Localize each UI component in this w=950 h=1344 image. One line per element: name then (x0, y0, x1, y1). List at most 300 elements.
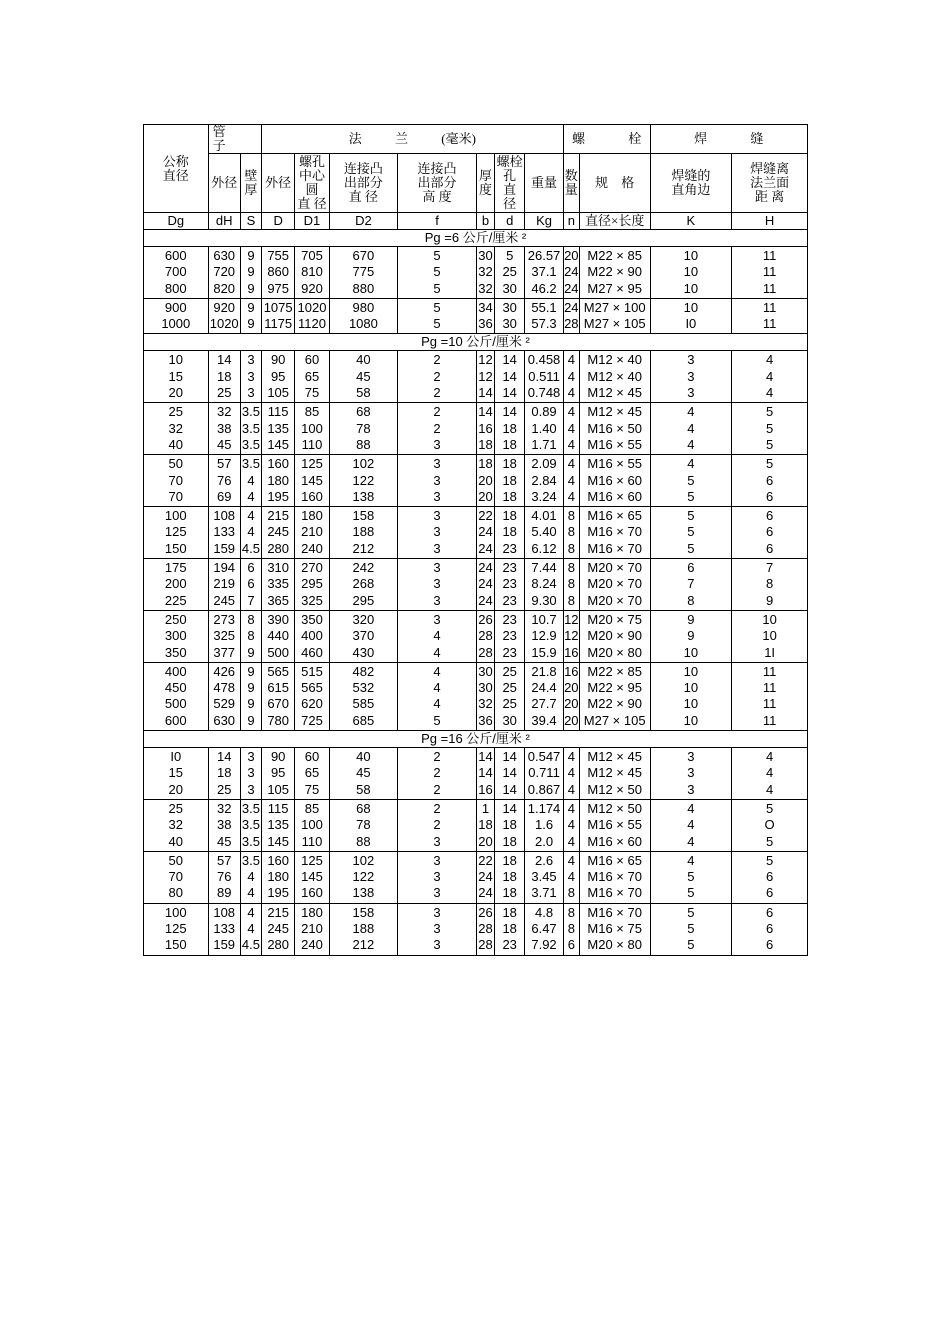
data-cell (329, 662, 398, 730)
symbol-cell: d (495, 213, 525, 230)
cell-value: 4 (765, 385, 774, 401)
cell-value: 78 (356, 817, 371, 833)
cell-value: 5 (506, 248, 514, 263)
data-cell (495, 662, 525, 730)
data-cell (295, 403, 329, 455)
cell-value: 532 (352, 680, 375, 696)
cell-value: 23 (502, 937, 517, 953)
cell-value: 14 (216, 749, 232, 765)
cell-value: 9.30 (531, 592, 557, 608)
cell-value: 4 (687, 436, 695, 452)
cell-value: 14 (478, 765, 493, 781)
cell-value: 8.24 (531, 576, 557, 592)
data-cell (208, 851, 240, 903)
data-cell (262, 559, 295, 611)
data-cell (295, 507, 329, 559)
data-cell (579, 403, 650, 455)
table-row-group (144, 799, 808, 851)
cell-value: 4 (687, 420, 695, 436)
cell-value: 0.511 (528, 368, 560, 384)
cell-value: 30 (478, 663, 493, 679)
raised-face-dia-label: 连接凸 出部分 直 径 (343, 161, 383, 204)
data-cell (476, 351, 494, 403)
cell-value: M27 × 105 (583, 316, 646, 332)
data-cell (262, 403, 295, 455)
cell-value: 1020 (297, 299, 327, 315)
cell-value: 3 (433, 560, 441, 576)
cell-value: 14 (502, 800, 517, 816)
data-cell (240, 799, 261, 851)
data-cell (495, 455, 525, 507)
cell-value: 14 (478, 404, 493, 420)
cell-value: 270 (301, 560, 323, 576)
data-cell (329, 748, 398, 800)
data-cell (262, 851, 295, 903)
data-cell (144, 903, 209, 955)
data-cell (732, 247, 808, 299)
data-cell (732, 662, 808, 730)
cell-value: 3 (433, 869, 441, 885)
cell-value: 14 (502, 404, 517, 420)
cell-value: 370 (352, 628, 375, 644)
data-cell (476, 662, 494, 730)
cell-value: 135 (267, 817, 290, 833)
cell-value: 5 (433, 316, 441, 332)
cell-value: 2 (433, 385, 441, 401)
cell-value: 5 (765, 833, 774, 849)
cell-value: 9 (247, 712, 255, 728)
cell-value: 24 (478, 524, 493, 540)
cell-value: 3 (433, 611, 441, 627)
cell-value: 6 (765, 472, 774, 488)
cell-value: 350 (301, 611, 323, 627)
cell-value: 138 (352, 488, 375, 504)
cell-value: 95 (270, 765, 286, 781)
cell-value: 4.8 (534, 904, 554, 920)
cell-value: 18 (502, 472, 517, 488)
data-cell (240, 247, 261, 299)
cell-value: 110 (301, 833, 323, 849)
cell-value: 0.748 (527, 385, 561, 401)
data-cell (525, 403, 563, 455)
cell-value: M16 × 70 (587, 524, 642, 540)
cell-value: 16 (564, 663, 579, 679)
cell-value: 7.44 (531, 560, 557, 576)
data-cell (476, 559, 494, 611)
cell-value: 8 (567, 540, 575, 556)
cell-value: 3.5 (241, 800, 260, 816)
cell-value: 70 (168, 472, 184, 488)
cell-value: 426 (213, 663, 236, 679)
cell-value: 180 (301, 508, 323, 524)
cell-value: 102 (352, 456, 375, 472)
data-cell (144, 403, 209, 455)
cell-value: 630 (213, 248, 236, 263)
cell-value: 25 (502, 680, 517, 696)
cell-value: 4 (765, 368, 774, 384)
cell-value: 20 (564, 696, 579, 712)
cell-value: 76 (216, 472, 232, 488)
cell-value: 7 (247, 592, 255, 608)
cell-value: 122 (352, 472, 375, 488)
weld-distance-header (732, 154, 808, 213)
cell-value: 10 (683, 696, 699, 712)
data-cell (398, 247, 477, 299)
cell-value: 8 (567, 524, 575, 540)
cell-value: 920 (301, 280, 323, 296)
table-row-group (144, 298, 808, 334)
cell-value: 5 (433, 264, 441, 280)
cell-value: 24.4 (531, 680, 557, 696)
cell-value: 23 (502, 628, 517, 644)
cell-value: 3 (433, 540, 441, 556)
cell-value: 45 (356, 765, 371, 781)
data-cell (295, 455, 329, 507)
cell-value: 18 (502, 436, 517, 452)
cell-value: 4 (433, 628, 441, 644)
cell-value: 40 (356, 352, 371, 368)
data-cell (650, 851, 732, 903)
cell-value: 180 (267, 869, 290, 885)
cell-value: M12 × 45 (587, 404, 642, 420)
cell-value: 27.7 (531, 696, 557, 712)
cell-value: 85 (304, 404, 320, 420)
cell-value: 4 (567, 472, 575, 488)
data-cell (495, 610, 525, 662)
cell-value: 38 (216, 420, 232, 436)
cell-value: 122 (352, 869, 375, 885)
cell-value: 565 (301, 680, 323, 696)
data-cell (579, 851, 650, 903)
data-cell (495, 903, 525, 955)
cell-value: 8 (567, 904, 575, 920)
cell-value: 10 (683, 680, 699, 696)
cell-value: 25 (216, 385, 232, 401)
cell-value: 32 (478, 264, 493, 280)
cell-value: 1075 (263, 299, 293, 315)
cell-value: 10 (683, 712, 699, 728)
data-cell (495, 507, 525, 559)
cell-value: 194 (213, 560, 236, 576)
cell-value: 4 (765, 352, 774, 368)
cell-value: M16 × 70 (587, 904, 642, 920)
cell-value: 350 (164, 644, 187, 660)
cell-value: 24 (478, 885, 493, 901)
cell-value: 615 (267, 680, 290, 696)
cell-value: 195 (267, 488, 290, 504)
data-cell (650, 559, 732, 611)
cell-value: 3 (687, 368, 695, 384)
data-cell (563, 455, 579, 507)
cell-value: 9 (247, 663, 255, 679)
cell-value: 5 (433, 712, 441, 728)
cell-value: 482 (352, 663, 375, 679)
cell-value: 23 (502, 611, 517, 627)
data-cell (240, 851, 261, 903)
cell-value: 273 (213, 611, 236, 627)
cell-value: 23 (502, 644, 517, 660)
cell-value: 45 (216, 833, 232, 849)
data-cell (240, 903, 261, 955)
data-cell (732, 507, 808, 559)
data-cell (329, 610, 398, 662)
cell-value: 12.9 (531, 628, 557, 644)
cell-value: 85 (304, 800, 320, 816)
data-cell (295, 748, 329, 800)
cell-value: 4 (687, 817, 695, 833)
data-cell (240, 403, 261, 455)
cell-value: 1175 (264, 316, 293, 332)
cell-value: 160 (267, 852, 290, 868)
data-cell (144, 507, 209, 559)
cell-value: 295 (352, 592, 375, 608)
cell-value: 0.458 (527, 352, 561, 368)
cell-value: 6 (765, 524, 774, 540)
cell-value: 78 (356, 420, 371, 436)
cell-value: 115 (267, 800, 289, 816)
cell-value: M20 × 80 (587, 644, 642, 660)
cell-value: 1.40 (531, 420, 557, 436)
data-cell (144, 748, 209, 800)
cell-value: 300 (164, 628, 187, 644)
cell-value: 28 (478, 628, 493, 644)
cell-value: 3 (433, 488, 441, 504)
cell-value: 15.9 (531, 644, 557, 660)
bolt-circle-header (295, 154, 329, 213)
cell-value: 8 (567, 885, 575, 901)
cell-value: 24 (564, 280, 579, 296)
cell-value: 90 (270, 352, 286, 368)
data-cell (579, 903, 650, 955)
cell-value: 705 (301, 248, 323, 263)
cell-value: 3.5 (241, 420, 260, 436)
cell-value: 4 (247, 920, 255, 936)
cell-value: M16 × 60 (587, 488, 642, 504)
cell-value: 30 (502, 712, 517, 728)
data-cell (295, 662, 329, 730)
data-cell (208, 559, 240, 611)
cell-value: 10 (683, 280, 699, 296)
cell-value: 20 (168, 781, 184, 797)
cell-value: 980 (352, 299, 375, 315)
data-cell (398, 507, 477, 559)
cell-value: 14 (502, 368, 517, 384)
cell-value: 3 (433, 576, 441, 592)
cell-value: 23 (502, 592, 517, 608)
cell-value: M16 × 60 (587, 472, 642, 488)
cell-value: 1.71 (531, 436, 557, 452)
cell-value: 23 (502, 560, 517, 576)
cell-value: 780 (267, 712, 290, 728)
data-cell (262, 298, 295, 334)
data-cell (525, 559, 563, 611)
cell-value: 16 (478, 781, 493, 797)
pipe-od-header (208, 154, 240, 213)
cell-value: 18 (502, 488, 517, 504)
data-cell (563, 298, 579, 334)
data-cell (144, 662, 209, 730)
bolt-hole-header (495, 154, 525, 213)
data-cell (476, 851, 494, 903)
data-cell (329, 403, 398, 455)
cell-value: 102 (352, 852, 375, 868)
cell-value: 6 (567, 937, 575, 953)
data-cell (398, 662, 477, 730)
cell-value: 212 (352, 540, 375, 556)
data-cell (240, 455, 261, 507)
data-cell (476, 507, 494, 559)
data-cell (240, 298, 261, 334)
data-cell (295, 610, 329, 662)
thickness-label: 厚 度 (478, 168, 492, 197)
cell-value: 21.8 (531, 663, 557, 679)
data-cell (563, 559, 579, 611)
cell-value: 800 (164, 280, 187, 296)
cell-value: 3 (687, 781, 695, 797)
cell-value: 50 (168, 852, 184, 868)
cell-value: 24 (478, 576, 493, 592)
raised-face-height-header (398, 154, 477, 213)
cell-value: 50 (168, 456, 184, 472)
weld-distance-label: 焊缝离 法兰面 距 离 (750, 161, 790, 204)
data-cell (144, 559, 209, 611)
data-cell (208, 799, 240, 851)
cell-value: 820 (213, 280, 236, 296)
cell-value: 18 (502, 420, 517, 436)
data-cell (476, 610, 494, 662)
cell-value: 25 (168, 404, 184, 420)
cell-value: M16 × 65 (587, 508, 642, 524)
cell-value: 20 (168, 385, 184, 401)
cell-value: 5 (765, 456, 774, 472)
cell-value: 22 (478, 508, 493, 524)
cell-value: 4 (567, 869, 575, 885)
cell-value: 26 (478, 904, 493, 920)
cell-value: 3.45 (531, 869, 557, 885)
cell-value: 45 (356, 368, 371, 384)
cell-value: 8 (567, 508, 575, 524)
symbol-cell: D (262, 213, 295, 230)
data-cell (525, 662, 563, 730)
cell-value: 160 (301, 885, 323, 901)
cell-value: 4 (567, 404, 575, 420)
data-cell (525, 351, 563, 403)
cell-value: 20 (478, 472, 493, 488)
cell-value: M22 × 90 (587, 264, 642, 280)
cell-value: O (764, 817, 775, 833)
cell-value: 2 (433, 800, 441, 816)
cell-value: 5 (433, 299, 441, 315)
cell-value: 8 (765, 576, 774, 592)
data-cell (329, 799, 398, 851)
cell-value: 4 (567, 765, 575, 781)
nominal-diameter-label: 公称 直径 (162, 153, 189, 183)
cell-value: 685 (352, 712, 375, 728)
cell-value: 5 (765, 404, 774, 420)
data-cell (579, 507, 650, 559)
data-cell (650, 455, 732, 507)
cell-value: 377 (213, 644, 236, 660)
data-cell (240, 507, 261, 559)
data-cell (495, 559, 525, 611)
data-cell (563, 403, 579, 455)
cell-value: M20 × 70 (587, 560, 642, 576)
weld-header (650, 125, 808, 154)
cell-value: 159 (213, 540, 236, 556)
cell-value: 20 (478, 833, 493, 849)
cell-value: 6 (765, 508, 774, 524)
cell-value: 3 (433, 833, 441, 849)
cell-value: M16 × 55 (587, 436, 642, 452)
data-cell (732, 403, 808, 455)
data-cell (579, 748, 650, 800)
data-cell (262, 507, 295, 559)
cell-value: 4 (687, 404, 695, 420)
cell-value: 4 (247, 524, 255, 540)
cell-value: 4 (765, 781, 774, 797)
weld-fillet-label: 焊缝的 直角边 (671, 168, 711, 197)
cell-value: 240 (301, 540, 323, 556)
cell-value: 5 (687, 920, 695, 936)
cell-value: 4 (765, 749, 774, 765)
data-cell (329, 559, 398, 611)
data-cell (732, 559, 808, 611)
symbol-cell: D2 (329, 213, 398, 230)
cell-value: 14 (502, 781, 517, 797)
cell-value: 40 (168, 436, 184, 452)
data-cell (398, 748, 477, 800)
data-cell (208, 351, 240, 403)
cell-value: 160 (267, 456, 290, 472)
data-cell (563, 662, 579, 730)
cell-value: 7.92 (531, 937, 557, 953)
data-cell (563, 610, 579, 662)
flange-table (143, 124, 808, 956)
cell-value: 5 (765, 436, 774, 452)
cell-value: 45 (216, 436, 232, 452)
cell-value: 1.174 (527, 800, 561, 816)
cell-value: 32 (216, 800, 232, 816)
cell-value: 900 (164, 299, 187, 315)
cell-value: 5 (433, 248, 441, 263)
cell-value: 6 (765, 920, 774, 936)
data-cell (144, 610, 209, 662)
data-cell (398, 799, 477, 851)
cell-value: 4 (567, 800, 575, 816)
table-row-group (144, 559, 808, 611)
cell-value: 60 (304, 352, 320, 368)
cell-value: M22 × 95 (587, 680, 642, 696)
section-header-row (144, 731, 808, 748)
data-cell (650, 748, 732, 800)
bolt-circle-label: 螺孔 中心 圆 直 径 (297, 154, 327, 211)
flange-label: 法 兰 (毫米) (348, 131, 476, 146)
cell-value: 20 (478, 488, 493, 504)
cell-value: 57.3 (531, 316, 557, 332)
data-cell (329, 455, 398, 507)
data-cell (563, 507, 579, 559)
cell-value: 65 (304, 765, 320, 781)
cell-value: 30 (478, 248, 493, 263)
data-cell (650, 903, 732, 955)
cell-value: 25 (216, 781, 232, 797)
cell-value: M12 × 50 (587, 800, 642, 816)
cell-value: 320 (352, 611, 375, 627)
cell-value: 268 (352, 576, 375, 592)
data-cell (525, 851, 563, 903)
cell-value: 4 (567, 781, 575, 797)
data-cell (398, 351, 477, 403)
